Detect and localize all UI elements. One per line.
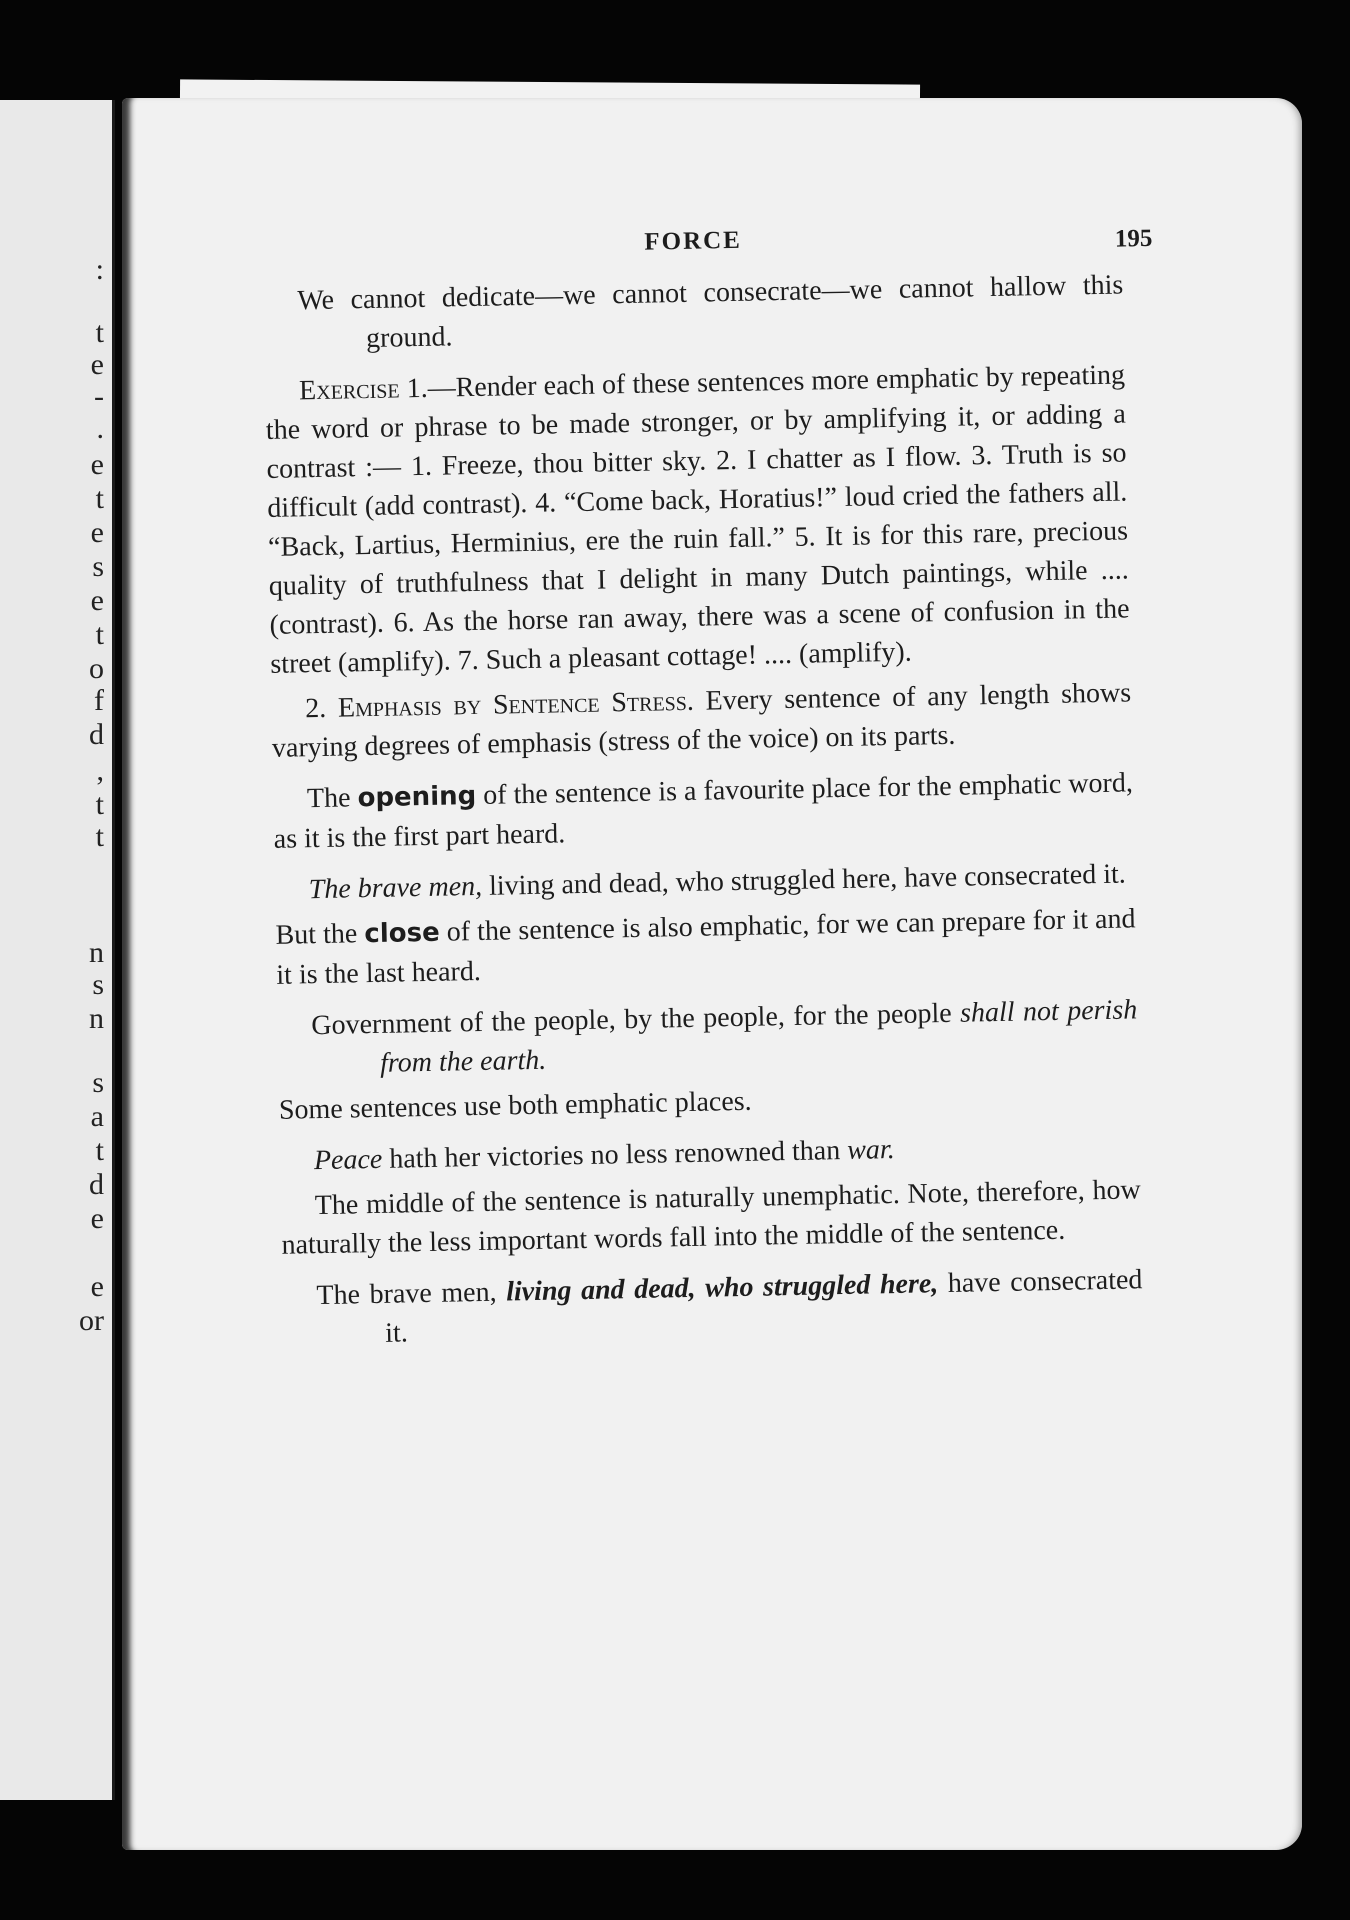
- exercise-paragraph: [265, 355, 1131, 683]
- left-fragment: e: [90, 584, 104, 617]
- left-fragment: t: [95, 788, 104, 821]
- exercise-items: 1. Freeze, thou bitter sky. 2. I chatter as I flow. 3. Truth is so difficult (add contrast). 4. “Come back, Horatius!” loud cried the fathers all. “Back, Lartius, Herminius, ere the ruin fall.” 5. It is for this rare, precious quality of truthfulness that I delight in many Dutch paintings, while .... (contrast). 6. As the horse ran away, there was a scene of confusion in the street (amplify). 7. Such a pleasant cottage! .... (amplify).: [267, 437, 1130, 680]
- left-fragment: s: [92, 968, 104, 1001]
- close-pre: But the: [275, 918, 358, 951]
- section-text: Every sentence of any length shows varying degrees of emphasis (stress of the voice) on its parts.: [271, 677, 1132, 764]
- running-title: FORCE: [644, 226, 743, 256]
- example2-italic: shall not perish from the earth.: [379, 994, 1138, 1079]
- left-fragment: f: [94, 684, 104, 717]
- exercise-intro: —Render each of these sentences more emphatic by repeating the word or phrase to be made stronger, or by amplifying it, or adding a contrast :—: [265, 359, 1127, 485]
- left-fragment: e: [90, 1270, 104, 1303]
- left-fragment: e: [90, 516, 104, 549]
- example4-bold-italic: living and dead, who struggled here,: [505, 1268, 939, 1308]
- both-places-paragraph: Some sentences use both emphatic places.: [278, 1085, 752, 1126]
- page-number: 195: [1114, 224, 1153, 253]
- exercise-label: Exercise 1.: [298, 372, 428, 407]
- left-fragment: d: [89, 718, 104, 751]
- left-fragment: e: [90, 1202, 104, 1235]
- example2-plain: Government of the people, by the people, for the people: [311, 997, 952, 1042]
- left-fragment: e: [90, 348, 104, 381]
- left-fragment: t: [95, 482, 104, 515]
- left-fragment: -: [94, 380, 104, 413]
- example4-post: have consecrated it.: [384, 1264, 1143, 1349]
- section-number: 2.: [304, 692, 327, 725]
- book-page: [122, 98, 1302, 1850]
- left-fragment: t: [95, 1134, 104, 1167]
- left-fragment: d: [89, 1168, 104, 1201]
- left-fragment: n: [89, 1002, 104, 1035]
- left-fragment: a: [90, 1100, 104, 1133]
- middle-paragraph: The middle of the sentence is naturally unemphatic. Note, therefore, how naturally the less important words fall into the middle of the sentence.: [281, 1174, 1141, 1261]
- left-fragment: :: [95, 253, 104, 286]
- left-fragment: o: [89, 652, 104, 685]
- example1-italic: The brave men,: [308, 870, 483, 906]
- left-fragment: s: [92, 550, 104, 583]
- example3-italic1: Peace: [313, 1143, 383, 1177]
- quote-dedicate: We cannot dedicate—we cannot consecrate—we cannot hallow this ground.: [297, 269, 1124, 355]
- left-fragment: t: [95, 618, 104, 651]
- left-fragment: t: [95, 316, 104, 349]
- example1-rest: living and dead, who struggled here, have consecrated it.: [488, 858, 1127, 902]
- left-fragment: n: [89, 936, 104, 969]
- left-fragment: s: [92, 1066, 104, 1099]
- left-fragment: ,: [96, 754, 104, 787]
- close-keyword: close: [364, 917, 440, 950]
- opening-pre: The: [306, 782, 351, 815]
- example4-pre: The brave men,: [316, 1276, 497, 1312]
- left-fragment: .: [96, 412, 104, 445]
- example3-plain: hath her victories no less renowned than: [388, 1135, 841, 1175]
- left-page-margin-text: [0, 100, 112, 1800]
- left-fragment: t: [95, 820, 104, 853]
- close-paragraph: [275, 899, 1136, 994]
- close-post: of the sentence is also emphatic, for we can prepare for it and it is the last heard.: [276, 903, 1136, 991]
- section-heading: Emphasis by Sentence Stress.: [337, 685, 695, 724]
- opening-paragraph: [273, 763, 1134, 858]
- page-content: [262, 211, 1153, 1354]
- section-2-paragraph: [271, 673, 1132, 767]
- opening-keyword: opening: [357, 780, 477, 814]
- example-brave-men-2: [316, 1260, 1143, 1354]
- left-page: [0, 100, 115, 1800]
- left-fragment: or: [79, 1304, 104, 1337]
- opening-post: of the sentence is a favourite place for the emphatic word, as it is the first part heard.: [273, 767, 1134, 855]
- example-government: [311, 990, 1138, 1084]
- example3-italic2: war.: [846, 1134, 895, 1166]
- left-fragment: e: [90, 448, 104, 481]
